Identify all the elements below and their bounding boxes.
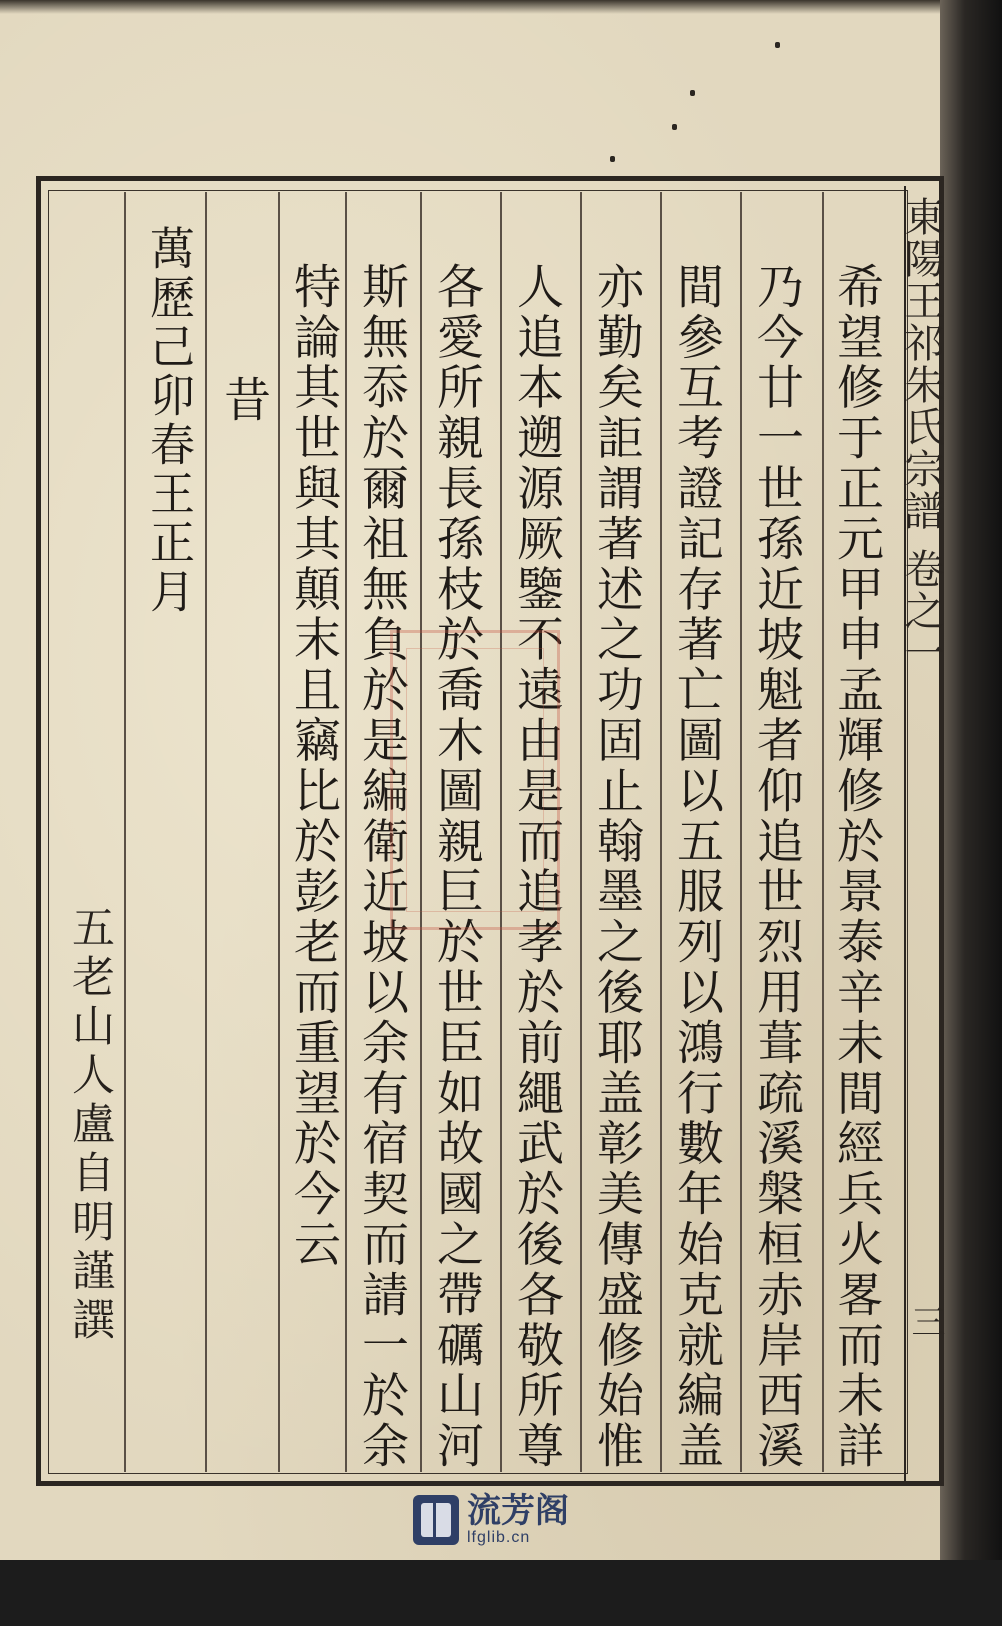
text-column-7: 斯無忝於爾祖無負於是編衛近坡以余有宿契而請一於余 <box>354 262 409 1472</box>
site-watermark <box>413 1490 613 1550</box>
watermark-text <box>467 1493 569 1547</box>
text-column-2: 乃今廿一世孫近坡魁者仰追世烈用葺疏溪槃桓赤岸西溪 <box>749 262 804 1472</box>
ink-speck <box>610 156 615 162</box>
text-column-5: 人追本遡源厥鑒不遠由是而追孝於前繩武於後各敬所尊 <box>509 262 564 1472</box>
text-column-1: 希望修于正元甲申孟輝修於景泰辛未間經兵火畧而未詳 <box>829 262 884 1472</box>
text-column-8: 特論其世與其顛末且竊比於彭老而重望於今云 <box>286 262 341 1270</box>
column-rule <box>124 192 126 1472</box>
book-logo-icon <box>413 1495 459 1545</box>
author-signature: 五老山人盧自明謹譔 <box>65 905 115 1346</box>
column-rule <box>345 192 347 1472</box>
page-number: 三 <box>905 1304 945 1338</box>
column-rule <box>660 192 662 1472</box>
header-column <box>898 186 950 1486</box>
collector-seal-inner-border <box>406 648 544 912</box>
ink-speck <box>775 42 780 48</box>
text-column-6: 各愛所親長孫枝於喬木圖親巨於世臣如故國之帶礪山河 <box>429 262 484 1472</box>
column-rule <box>278 192 280 1472</box>
ink-speck <box>690 90 695 96</box>
text-column-short: 昔 <box>216 375 271 426</box>
column-rule <box>205 192 207 1472</box>
book-title-text: 東陽王祁朱氏宗譜 <box>898 196 944 532</box>
page-top-shadow <box>0 0 980 14</box>
volume-label: 卷之一 <box>898 548 944 674</box>
column-rule <box>580 192 582 1472</box>
text-column-3: 間參互考證記存著亡圖以五服列以鴻行數年始克就編盖 <box>669 262 724 1472</box>
watermark-url: lfglib.cn <box>467 1529 531 1546</box>
column-rule <box>740 192 742 1472</box>
watermark-name: 流芳阁 <box>467 1492 569 1530</box>
ink-speck <box>672 124 677 130</box>
scan-bottom-border <box>0 1560 1002 1626</box>
date-line: 萬歷己卯春王正月 <box>142 225 195 617</box>
text-column-4: 亦勤矣詎謂著述之功固止翰墨之後耶盖彰美傳盛修始惟 <box>589 262 644 1472</box>
book-title <box>898 196 950 674</box>
column-rule <box>822 192 824 1472</box>
